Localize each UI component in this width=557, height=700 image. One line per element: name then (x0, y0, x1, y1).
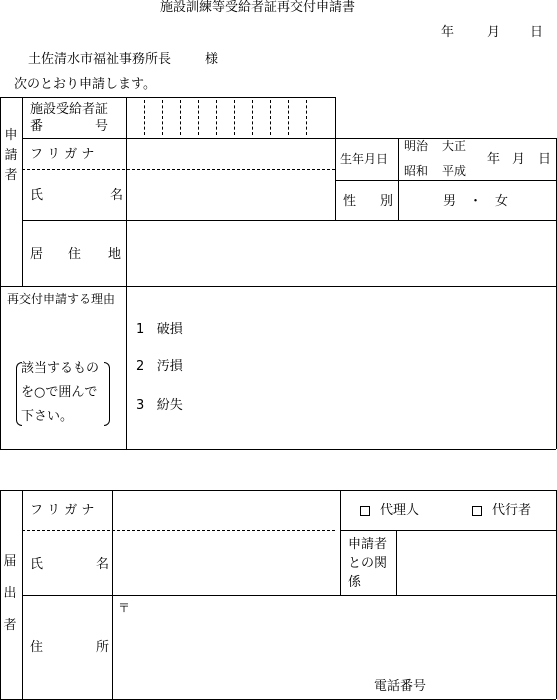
option-text: 汚損 (156, 359, 183, 374)
era-heisei[interactable]: 平成 (442, 164, 467, 178)
phone-label: 電話番号 (374, 679, 427, 694)
reason-option-damaged[interactable] (136, 322, 183, 337)
address-label-2: 住 (68, 247, 82, 262)
phone-field[interactable] (432, 672, 552, 697)
postal-mark: 〒 (118, 601, 131, 615)
submitter-address-label-1: 住 (30, 640, 44, 655)
address-label-1: 居 (30, 247, 44, 262)
reason-heading: 再交付申請する理由 (7, 292, 116, 306)
relation-label-2: との関 (348, 556, 388, 571)
submitter-name-label-1: 氏 (30, 557, 44, 572)
birthdate-label: 生年月日 (340, 152, 389, 166)
era-showa[interactable]: 昭和 (404, 164, 429, 178)
option-text: 紛失 (156, 398, 183, 413)
proxy-option-label: 代行者 (492, 503, 532, 518)
sex-options[interactable]: 男 ・ 女 (443, 194, 509, 209)
instruction-bracket-right (104, 362, 110, 426)
option-text: 破損 (156, 322, 183, 337)
reason-option-soiled[interactable] (136, 359, 183, 374)
option-number: 3 (136, 398, 145, 413)
agent-option-label: 代理人 (380, 503, 420, 518)
furigana-field[interactable] (127, 139, 334, 168)
submitter-address-label-2: 所 (96, 640, 110, 655)
applicant-section-label: 申 請 者 (4, 128, 18, 183)
cert-number-label-line1: 施設受給者証 (30, 102, 109, 117)
birth-day-label: 日 (538, 152, 552, 167)
option-number: 2 (136, 359, 145, 374)
checkbox-icon (360, 506, 370, 516)
date-day-label: 日 (530, 25, 544, 40)
date-month-label: 月 (487, 25, 501, 40)
address-field[interactable] (127, 221, 555, 285)
reason-instruction-2: を○で囲んで (21, 385, 98, 400)
submitter-name-label-2: 名 (96, 557, 110, 572)
relation-label-1: 申請者 (348, 537, 388, 552)
addressee: 土佐清水市福祉事務所長 (28, 52, 172, 67)
checkbox-icon (472, 506, 482, 516)
furigana-label: フ リ ガ ナ (30, 147, 95, 162)
reason-option-lost[interactable] (136, 398, 183, 413)
name-label-2: 名 (110, 188, 124, 203)
relation-label-3: 係 (348, 575, 362, 590)
sex-label-2: 別 (380, 194, 394, 209)
cert-number-label-line2: 番 号 (30, 119, 109, 134)
option-number: 1 (136, 322, 145, 337)
intro-text: 次のとおり申請します。 (14, 77, 156, 92)
submitter-furigana-field[interactable] (113, 491, 339, 529)
reason-instruction-1: 該当するもの (21, 361, 100, 376)
agent-checkbox[interactable] (360, 503, 419, 518)
submitter-name-field[interactable] (113, 532, 339, 594)
era-taisho[interactable]: 大正 (442, 139, 467, 153)
sex-label-1: 性 (343, 194, 357, 209)
date-year-label: 年 (441, 25, 455, 40)
addressee-honorific: 様 (205, 52, 219, 67)
submitter-address-field[interactable] (113, 596, 555, 668)
birth-year-label: 年 (487, 152, 501, 167)
era-meiji[interactable]: 明治 (404, 139, 429, 153)
proxy-checkbox[interactable] (472, 503, 531, 518)
name-field[interactable] (127, 171, 334, 219)
name-label-1: 氏 (30, 188, 44, 203)
birth-month-label: 月 (512, 152, 526, 167)
cert-number-field[interactable] (127, 98, 334, 137)
reason-instruction-3: 下さい。 (21, 409, 74, 424)
submitter-section-label: 届 出 者 (3, 554, 17, 633)
submitter-furigana-label: フ リ ガ ナ (30, 503, 95, 518)
form-title: 施設訓練等受給者証再交付申請書 (160, 0, 356, 15)
relation-field[interactable] (397, 531, 555, 594)
address-label-3: 地 (108, 247, 122, 262)
